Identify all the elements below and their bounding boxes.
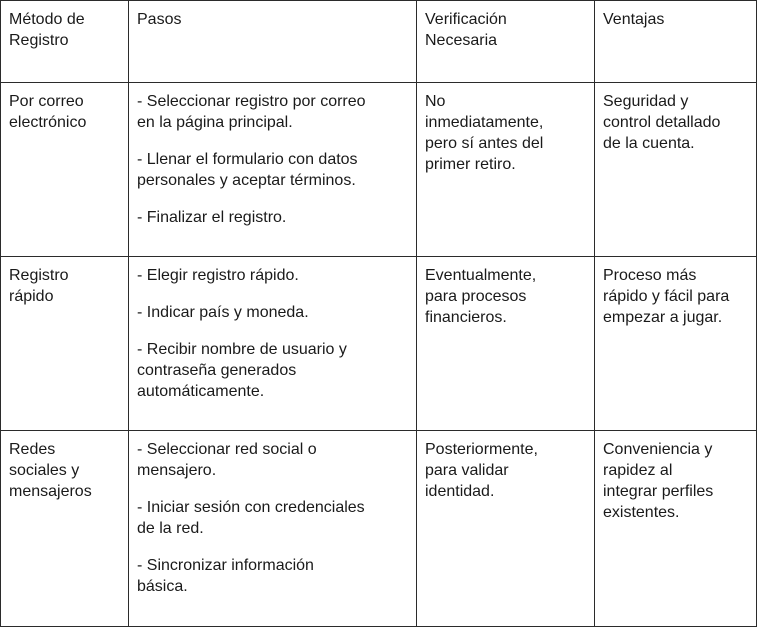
verification-line: primer retiro.: [425, 156, 516, 173]
steps-cell: [129, 257, 417, 431]
verification-cell: [417, 83, 595, 257]
advantages-line: empezar a jugar.: [603, 309, 723, 326]
header-method-line: Método de: [9, 11, 85, 28]
step-item: [137, 149, 408, 191]
step-line: automáticamente.: [137, 383, 265, 400]
step-item: [137, 207, 408, 228]
step-line: de la red.: [137, 520, 204, 537]
verification-line: Posteriormente,: [425, 441, 538, 458]
step-item: [137, 497, 408, 539]
verification-line: No: [425, 93, 446, 110]
step-line: - Finalizar el registro.: [137, 209, 287, 226]
step-line: - Elegir registro rápido.: [137, 267, 299, 284]
header-method: [1, 1, 129, 83]
step-line: - Iniciar sesión con credenciales: [137, 499, 365, 516]
advantages-line: rapidez al: [603, 462, 673, 479]
header-steps-line: Pasos: [137, 11, 182, 28]
advantages-line: existentes.: [603, 504, 680, 521]
verification-line: inmediatamente,: [425, 114, 544, 131]
steps-cell: [129, 83, 417, 257]
header-steps: [129, 1, 417, 83]
step-line: - Sincronizar información: [137, 557, 314, 574]
table-row: [1, 257, 757, 431]
verification-line: identidad.: [425, 483, 495, 500]
step-item: [137, 265, 408, 286]
advantages-line: rápido y fácil para: [603, 288, 730, 305]
advantages-line: de la cuenta.: [603, 135, 695, 152]
method-line: sociales y: [9, 462, 80, 479]
step-line: básica.: [137, 578, 188, 595]
step-item: [137, 339, 408, 402]
header-verification: [417, 1, 595, 83]
step-line: - Indicar país y moneda.: [137, 304, 309, 321]
advantages-line: control detallado: [603, 114, 721, 131]
step-item: [137, 302, 408, 323]
step-item: [137, 555, 408, 597]
steps-cell: [129, 431, 417, 627]
step-line: personales y aceptar términos.: [137, 172, 356, 189]
step-line: contraseña generados: [137, 362, 297, 379]
advantages-line: Seguridad y: [603, 93, 689, 110]
step-item: [137, 439, 408, 481]
method-cell: [1, 257, 129, 431]
step-line: - Seleccionar red social o: [137, 441, 317, 458]
method-line: rápido: [9, 288, 54, 305]
step-line: - Llenar el formulario con datos: [137, 151, 358, 168]
advantages-cell: [595, 431, 757, 627]
method-line: electrónico: [9, 114, 87, 131]
verification-line: financieros.: [425, 309, 507, 326]
method-line: Redes: [9, 441, 56, 458]
advantages-cell: [595, 83, 757, 257]
verification-line: Eventualmente,: [425, 267, 537, 284]
header-advantages: [595, 1, 757, 83]
step-line: en la página principal.: [137, 114, 293, 131]
method-line: Registro: [9, 267, 69, 284]
verification-line: pero sí antes del: [425, 135, 544, 152]
step-line: - Seleccionar registro por correo: [137, 93, 366, 110]
table-header-row: [1, 1, 757, 83]
verification-cell: [417, 257, 595, 431]
advantages-line: Proceso más: [603, 267, 697, 284]
header-verification-line: Verificación: [425, 11, 507, 28]
table-row: [1, 431, 757, 627]
header-advantages-line: Ventajas: [603, 11, 665, 28]
advantages-line: Conveniencia y: [603, 441, 713, 458]
method-cell: [1, 83, 129, 257]
header-verification-line: Necesaria: [425, 32, 498, 49]
step-line: - Recibir nombre de usuario y: [137, 341, 347, 358]
advantages-cell: [595, 257, 757, 431]
step-line: mensajero.: [137, 462, 217, 479]
advantages-line: integrar perfiles: [603, 483, 714, 500]
method-line: mensajeros: [9, 483, 92, 500]
header-method-line: Registro: [9, 32, 69, 49]
verification-line: para procesos: [425, 288, 527, 305]
step-item: [137, 91, 408, 133]
method-line: Por correo: [9, 93, 84, 110]
verification-cell: [417, 431, 595, 627]
verification-line: para validar: [425, 462, 509, 479]
method-cell: [1, 431, 129, 627]
table-row: [1, 83, 757, 257]
